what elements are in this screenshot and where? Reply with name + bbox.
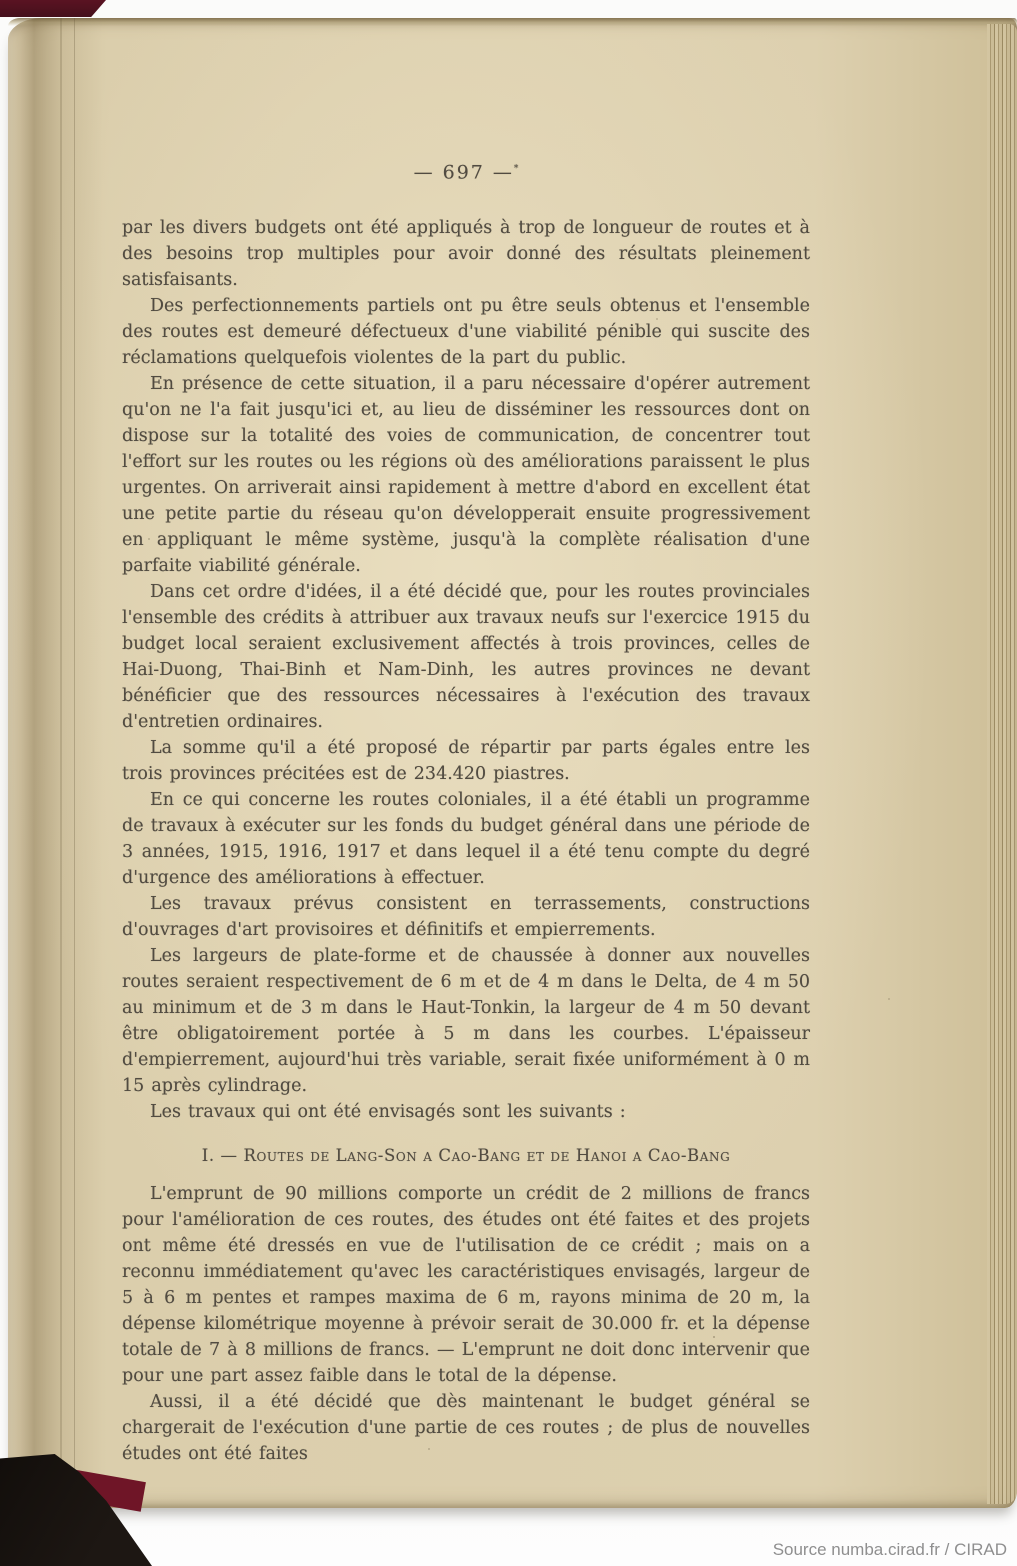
paragraph: L'emprunt de 90 millions comporte un crédit de 2 millions de francs pour l'amélioration de ces routes, des études ont été faites et des projets ont même été dressés en vue de l'utilisation de ce crédit ; mais on a reconnu immédiatement qu'avec les caractéristiques envisagés, largeur de 5 à 6 m pentes et rampes maxima de 6 m, rayons minima de 20 m, la dépense kilométrique moyenne à prévoir serait de 30.000 fr. et la dépense totale de 7 à 8 millions de francs. — L'emprunt ne doit donc intervenir que pour une part assez faible dans le total de la dépense. — [122, 1184, 810, 1387]
binding-gutter — [8, 18, 103, 1508]
paragraph: La somme qu'il a été proposé de répartir par parts égales entre les trois provinces précitées est de 234.420 piastres. — [122, 738, 810, 785]
paragraph: Aussi, il a été décidé que dès maintenant le budget général se chargerait de l'exécution d'une partie de ces routes ; de plus de nouvelles études ont été faites — [122, 1392, 810, 1465]
paragraph: Les travaux prévus consistent en terrassements, constructions d'ouvrages d'art provisoires et définitifs et empierrements. — [122, 894, 810, 941]
paragraph: En ce qui concerne les routes coloniales, il a été établi un programme de travaux à exécuter sur les fonds du budget général dans une période de 3 années, 1915, 1916, 1917 et dans lequel il a été tenu compte du degré d'urgence des améliorations à effectuer. — [122, 790, 810, 889]
paragraph: Dans cet ordre d'idées, il a été décidé que, pour les routes provinciales l'ensemble des crédits à attribuer aux travaux neufs sur l'exercice 1915 du budget local seraient exclusivement affectés à trois provinces, celles de Hai-Duong, Thai-Binh et Nam-Dinh, les autres provinces ne devant bénéficier que des ressources nécessaires à l'exécution des travaux d'entretien ordinaires. — [122, 582, 810, 733]
book-cover-corner-top — [0, 0, 106, 17]
paragraph: par les divers budgets ont été appliqués à trop de longueur de routes et à des besoins trop multiples pour avoir donné des résultats pleinement satisfaisants. — [122, 218, 810, 291]
gutter-fold-line — [74, 18, 75, 1508]
section-heading: I. — Routes de Lang-Son a Cao-Bang et de Hanoi a Cao-Bang — [201, 1146, 731, 1166]
gutter-fold-line — [60, 18, 62, 1508]
page-number: — 697 —* — [413, 161, 519, 184]
printers-mark: * — [513, 164, 519, 174]
source-credit: Source numba.cirad.fr / CIRAD — [772, 1540, 1007, 1559]
paper-specks — [8, 18, 10, 20]
paragraph: Les travaux qui ont été envisagés sont les suivants : — [150, 1102, 626, 1123]
paragraph: Les largeurs de plate-forme et de chaussée à donner aux nouvelles routes seraient respectivement de 6 m et de 4 m dans le Delta, de 4 m 50 au minimum et de 3 m dans le Haut-Tonkin, la largeur de 4 m 50 devant être obligatoirement portée à 5 m dans les courbes. L'épaisseur d'empierrement, aujourd'hui très variable, serait fixée uniformément à 0 m 15 après cylindrage. — [122, 946, 810, 1097]
paragraph: Des perfectionnements partiels ont pu être seuls obtenus et l'ensemble des routes est demeuré défectueux d'une viabilité pénible qui suscite des réclamations quelquefois violentes de la part du public. — [122, 296, 810, 369]
paragraph: En présence de cette situation, il a paru nécessaire d'opérer autrement qu'on ne l'a fait jusqu'ici et, au lieu de disséminer les ressources dont on dispose sur la totalité des voies de communication, de concentrer tout l'effort sur les routes ou les régions où des améliorations paraissent le plus urgentes. On arriverait ainsi rapidement à mettre d'abord en excellent état une petite partie du réseau qu'on développerait ensuite progressivement en appliquant le même système, jusqu'à la complète réalisation d'une parfaite viabilité générale. — [122, 374, 810, 577]
page-text-column — [122, 156, 810, 1467]
stacked-page-edges — [987, 24, 1017, 1504]
